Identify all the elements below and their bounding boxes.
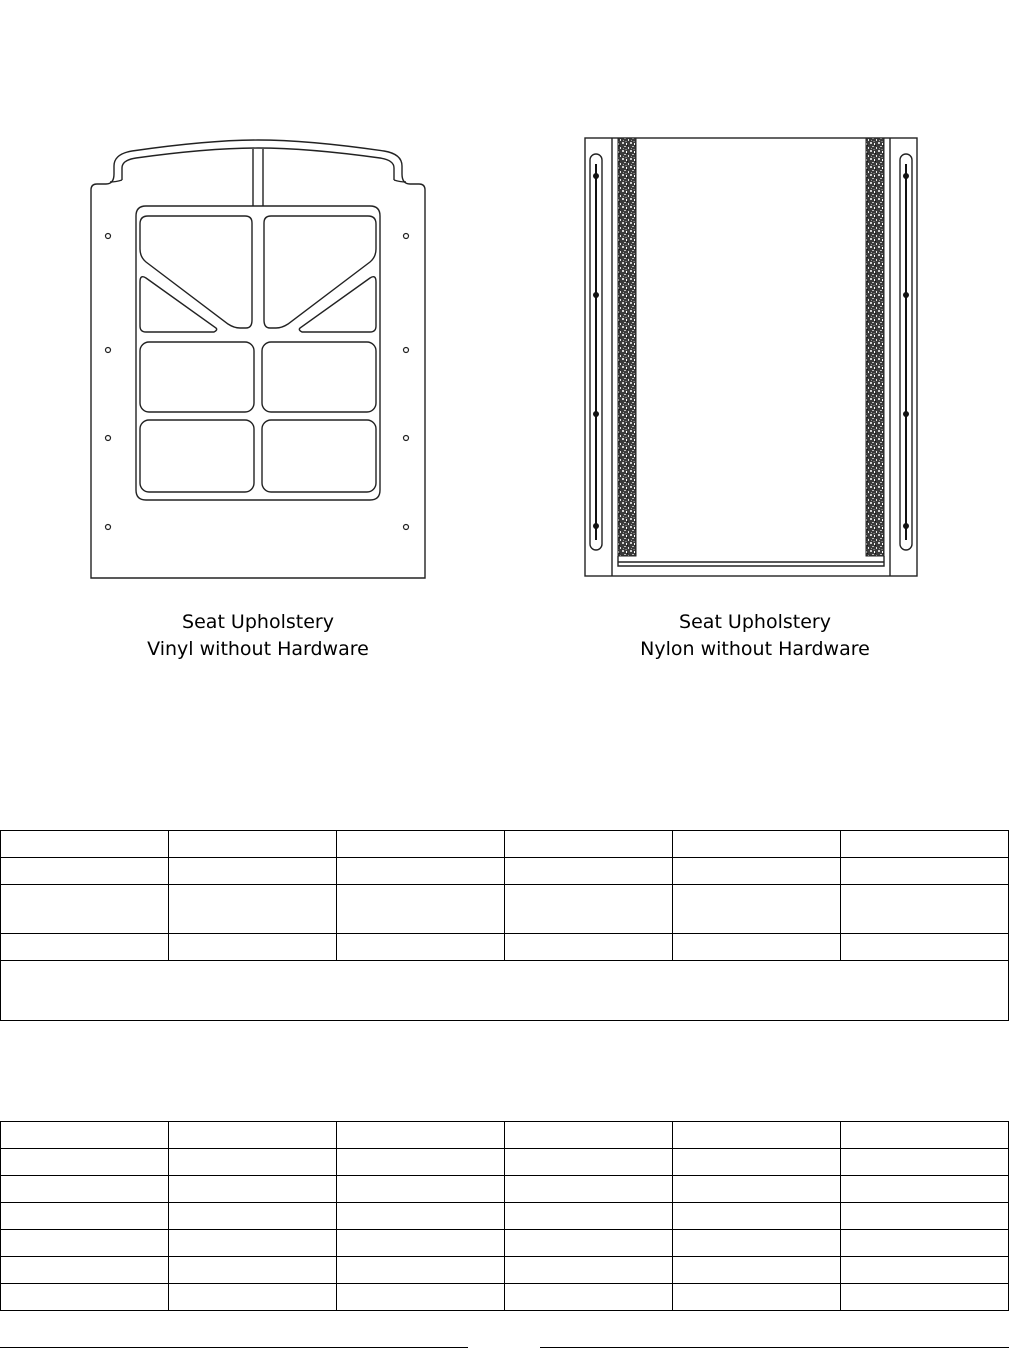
right-fabric-strip [866,138,884,556]
table-cell [1,1122,169,1149]
table-cell [169,1257,337,1284]
table-cell [337,934,505,961]
table-cell [169,1176,337,1203]
table-cell [673,858,841,885]
table-cell [673,1122,841,1149]
table-cell [673,1149,841,1176]
table-cell [673,1257,841,1284]
table-cell [841,1257,1009,1284]
table-cell [337,1122,505,1149]
rivet-hole [106,436,111,441]
table-cell [337,885,505,934]
vinyl-caption-line1: Seat Upholstery [182,611,334,633]
table-cell [673,1176,841,1203]
table-cell [169,1122,337,1149]
table-cell [337,1257,505,1284]
table-cell [841,1230,1009,1257]
table-cell [337,1149,505,1176]
table-cell [505,1122,673,1149]
rivet-hole [404,348,409,353]
vinyl-caption [78,609,438,663]
table-row [1,961,1009,1021]
table-row [1,858,1009,885]
table-row [1,934,1009,961]
table-note-cell [1,961,1009,1021]
table-row [1,1203,1009,1230]
rivet-hole [404,436,409,441]
table-row [1,831,1009,858]
table-cell [673,1203,841,1230]
rivet [593,173,599,179]
rivet [903,523,909,529]
table-cell [505,885,673,934]
table-cell [1,934,169,961]
table-cell [1,1176,169,1203]
table-cell [673,1284,841,1311]
rivet [593,411,599,417]
table-cell [505,831,673,858]
rivet [903,411,909,417]
rivet [593,292,599,298]
rivet-hole [404,525,409,530]
upholstery-parts-table [0,830,1009,1021]
table-row [1,1284,1009,1311]
footer-rule-right [540,1347,1009,1348]
table-row [1,1257,1009,1284]
rivet-hole [106,234,111,239]
table-row [1,885,1009,934]
rivet [593,523,599,529]
nylon-seat-upholstery-drawing [582,134,922,579]
table-row [1,1176,1009,1203]
table-cell [841,1284,1009,1311]
table-row [1,1122,1009,1149]
table-cell [673,885,841,934]
nylon-caption-line2: Nylon without Hardware [640,638,870,660]
table-cell [337,1284,505,1311]
table-cell [505,1257,673,1284]
table-cell [1,1284,169,1311]
rivet-hole [106,348,111,353]
table-cell [505,1203,673,1230]
table-cell [673,1230,841,1257]
table-cell [337,858,505,885]
vinyl-caption-line2: Vinyl without Hardware [147,638,369,660]
table-cell [1,1257,169,1284]
left-fabric-strip [618,138,636,556]
table-cell [169,858,337,885]
table-cell [169,831,337,858]
table-cell [505,1284,673,1311]
table-cell [1,1230,169,1257]
vinyl-seat-upholstery-drawing [88,138,428,583]
table-row [1,1149,1009,1176]
table-cell [169,885,337,934]
table-cell [841,1149,1009,1176]
table-cell [169,1203,337,1230]
nylon-caption [575,609,935,663]
table-cell [1,1149,169,1176]
table-cell [337,1176,505,1203]
table-cell [337,831,505,858]
table-cell [505,934,673,961]
table-cell [169,934,337,961]
table-cell [841,885,1009,934]
table-cell [673,934,841,961]
table-cell [169,1284,337,1311]
table-cell [841,1122,1009,1149]
table-cell [841,934,1009,961]
rivet [903,173,909,179]
table-cell [841,1176,1009,1203]
footer-rule-left [0,1347,468,1348]
rivet-hole [404,234,409,239]
table-cell [505,1149,673,1176]
table-cell [337,1203,505,1230]
table-cell [505,1230,673,1257]
options-table [0,1121,1009,1311]
table-cell [841,858,1009,885]
table-cell [505,858,673,885]
table-cell [841,831,1009,858]
table-cell [169,1230,337,1257]
table-cell [1,885,169,934]
table-cell [169,1149,337,1176]
table-cell [505,1176,673,1203]
rivet [903,292,909,298]
table-cell [1,831,169,858]
nylon-caption-line1: Seat Upholstery [679,611,831,633]
table-cell [337,1230,505,1257]
table-cell [1,858,169,885]
table-row [1,1230,1009,1257]
table-cell [673,831,841,858]
rivet-hole [106,525,111,530]
table-cell [841,1203,1009,1230]
table-cell [1,1203,169,1230]
